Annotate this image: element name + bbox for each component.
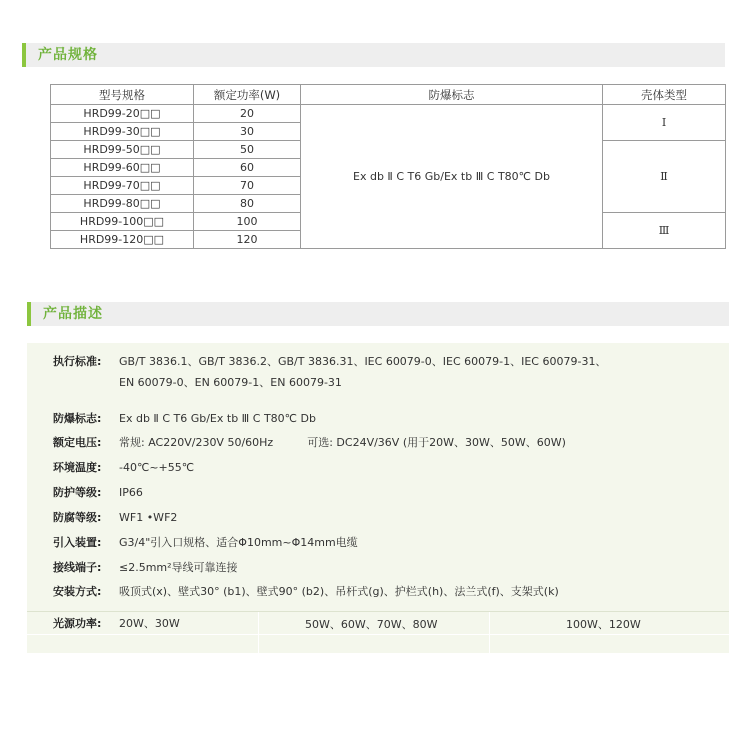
power-value-3: 100W、120W (566, 618, 641, 631)
model-cell: HRD99-20□□ (51, 105, 194, 123)
power-label-row (53, 616, 180, 632)
corrosion-label: 防腐等级: (53, 511, 102, 524)
model-cell: HRD99-50□□ (51, 141, 194, 159)
model-cell: HRD99-120□□ (51, 231, 194, 249)
power-cell: 50 (194, 141, 301, 159)
model-cell: HRD99-80□□ (51, 195, 194, 213)
power-cell: 100 (194, 213, 301, 231)
header-power: 额定功率(W) (194, 85, 301, 105)
standard-row (53, 354, 606, 370)
power-label: 光源功率: (53, 617, 102, 630)
power-cell: 80 (194, 195, 301, 213)
voltage-optional: 可选: DC24V/36V (用于20W、30W、50W、60W) (307, 436, 566, 449)
power-cell: 20 (194, 105, 301, 123)
shell-type-cell: Ⅰ (603, 105, 726, 141)
model-cell: HRD99-30□□ (51, 123, 194, 141)
standard-value: GB/T 3836.1、GB/T 3836.2、GB/T 3836.31、IEC 60079-0、IEC 60079-1、IEC 60079-31、 (119, 355, 607, 368)
ip-value: IP66 (119, 486, 143, 499)
model-cell: HRD99-70□□ (51, 177, 194, 195)
model-cell: HRD99-100□□ (51, 213, 194, 231)
corrosion-row (53, 510, 177, 526)
description-panel (27, 343, 729, 653)
table-row (51, 105, 726, 123)
entry-row (53, 535, 358, 551)
power-row-divider (27, 634, 729, 635)
header-ex-mark: 防爆标志 (301, 85, 603, 105)
desc-section-title: 产品描述 (43, 306, 103, 322)
voltage-row (53, 435, 566, 451)
entry-value: G3/4"引入口规格、适合Φ10mm~Φ14mm电缆 (119, 536, 358, 549)
spec-section-title: 产品规格 (38, 47, 98, 63)
spec-table (50, 84, 726, 249)
power-value-2: 50W、60W、70W、80W (305, 618, 438, 631)
ex-mark-value: Ex db Ⅱ C T6 Gb/Ex tb Ⅲ C T80℃ Db (119, 412, 316, 425)
header-model: 型号规格 (51, 85, 194, 105)
entry-label: 引入装置: (53, 536, 102, 549)
light-power-row (27, 611, 729, 654)
voltage-label: 额定电压: (53, 436, 102, 449)
mounting-row (53, 584, 559, 600)
power-value-1: 20W、30W (119, 617, 180, 630)
ip-label: 防护等级: (53, 486, 102, 499)
model-cell: HRD99-60□□ (51, 159, 194, 177)
ex-mark-label: 防爆标志: (53, 412, 102, 425)
desc-section-header (27, 302, 729, 326)
standard-value-line2: EN 60079-0、EN 60079-1、EN 60079-31 (119, 376, 342, 389)
temperature-value: -40℃~+55℃ (119, 461, 195, 474)
shell-type-cell: Ⅱ (603, 141, 726, 213)
voltage-value: 常规: AC220V/230V 50/60Hz (119, 436, 274, 449)
mounting-value: 吸顶式(x)、壁式30° (b1)、壁式90° (b2)、吊杆式(g)、护栏式(h)、法兰式(f)、支架式(k) (119, 585, 559, 598)
spec-table-header-row (51, 85, 726, 105)
power-cell: 120 (194, 231, 301, 249)
shell-type-cell: Ⅲ (603, 213, 726, 249)
standard-label: 执行标准: (53, 355, 102, 368)
terminal-value: ≤2.5mm²导线可靠连接 (119, 561, 238, 574)
terminal-label: 接线端子: (53, 561, 102, 574)
temperature-row (53, 460, 194, 476)
corrosion-value: WF1 •WF2 (119, 511, 178, 524)
power-cell: 60 (194, 159, 301, 177)
temperature-label: 环境温度: (53, 461, 102, 474)
header-shell-type: 壳体类型 (603, 85, 726, 105)
terminal-row (53, 560, 238, 576)
power-cell: 70 (194, 177, 301, 195)
ex-mark-row (53, 411, 316, 427)
power-cell: 30 (194, 123, 301, 141)
ip-row (53, 485, 143, 501)
ex-marking-cell: Ex db Ⅱ C T6 Gb/Ex tb Ⅲ C T80℃ Db (301, 105, 603, 249)
mounting-label: 安装方式: (53, 585, 102, 598)
spec-section-header (22, 43, 725, 67)
